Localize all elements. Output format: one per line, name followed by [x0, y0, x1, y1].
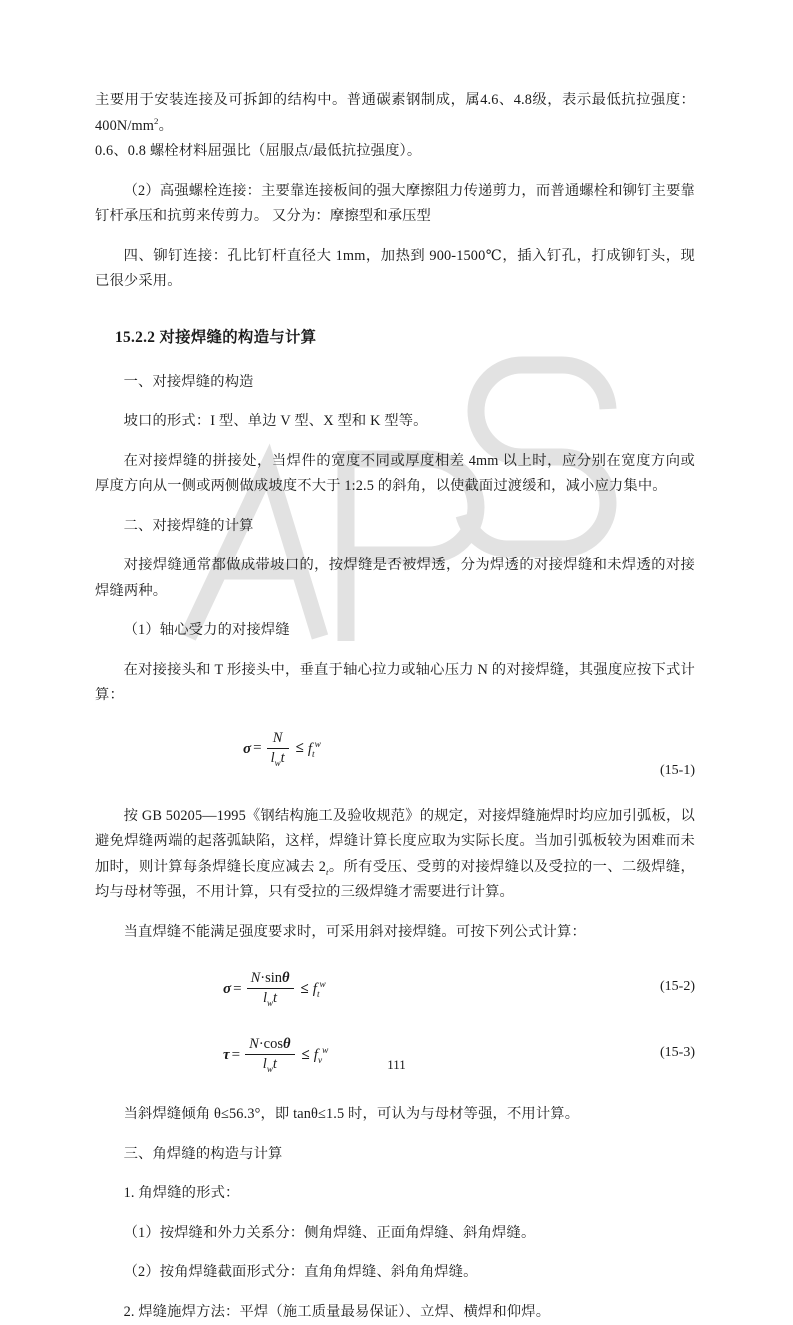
equation-15-2-denominator [247, 989, 294, 1007]
superscript-square: 2 [154, 116, 159, 126]
section-heading-15-2-2: 15.2.2 对接焊缝的构造与计算 [95, 325, 695, 351]
paragraph-axial-strength-intro: 在对接接头和 T 形接头中，垂直于轴心拉力或轴心压力 N 的对接焊缝，其强度应按下式计算： [95, 658, 695, 709]
equation-15-2-fraction [247, 970, 294, 1007]
paragraph-oblique-angle-condition: 当斜焊缝倾角 θ≤56.3°，即 tanθ≤1.5 时，可认为与母材等强，不用计算。 [95, 1102, 695, 1128]
paragraph-bolt-yield-ratio: 0.6、0.8 螺栓材料屈强比（屈服点/最低抗拉强度）。 [95, 143, 421, 159]
paragraph-gb50205-text-b: 。所有受压、受剪的对接焊缝以及受拉的一、二级焊缝，均与母材等强，不用计算，只有受拉的三级焊缝才需要进行计算。 [95, 859, 695, 901]
equation-15-2-num-dot: · [260, 970, 265, 986]
paragraph-splice-slope: 在对接焊缝的拼接处，当焊件的宽度不同或厚度相差 4mm 以上时，应分别在宽度方向或厚度方向从一侧或两侧做成坡度不大于 1:2.5 的斜角，以使截面过渡缓和，减小应力集中。 [95, 449, 695, 500]
equation-15-1-den-sub: w [275, 757, 281, 767]
equation-15-2-rhs-sub: t [317, 990, 320, 1000]
equation-15-2-numerator [247, 970, 294, 989]
paragraph-bolt-intro-text-a: 主要用于安装连接及可拆卸的结构中。普通碳素钢制成，属4.6、4.8级，表示最低抗拉强度：400N/mm [95, 92, 695, 134]
equation-15-1-den-t: t [281, 750, 285, 766]
page-number: 111 [0, 1057, 793, 1073]
paragraph-gb50205-text-a: 按 GB 50205—1995《钢结构施工及验收规范》的规定，对接焊缝施焊时均应加引弧板，以避免焊缝两端的起落弧缺陷，这样，焊缝计算长度应取为实际长度。当加引弧板较为困难而未加时，则计算每条焊缝长度应减去 [95, 808, 695, 875]
equation-15-1-lhs: σ [243, 740, 251, 756]
equation-15-3-num-n: N [249, 1036, 259, 1052]
equation-15-1-rhs-sub: t [312, 749, 315, 759]
equation-15-3-den-sub: w [267, 1064, 273, 1074]
equation-15-2-den-t: t [273, 990, 277, 1006]
equation-15-3-rhs-sup: w [322, 1046, 328, 1056]
equation-15-2-rhs-base: f [313, 981, 317, 997]
paragraph-butt-weld-calc-title: 二、对接焊缝的计算 [95, 514, 695, 540]
inline-term-2t: $2_t$ [319, 859, 329, 875]
equation-15-1-number: (15-1) [660, 763, 695, 779]
paragraph-fillet-weld-forms-title: 1. 角焊缝的形式： [95, 1181, 695, 1207]
equation-15-3-rhs-sub: v [318, 1056, 322, 1066]
paragraph-fillet-by-force: （1）按焊缝和外力关系分：侧角焊缝、正面角焊缝、斜角焊缝。 [95, 1221, 695, 1247]
paragraph-bolt-intro [95, 88, 695, 165]
equation-15-3-relation: ≤ [298, 1047, 314, 1063]
equation-15-3-lhs: τ [223, 1047, 230, 1063]
equation-15-3-den-t: t [273, 1056, 277, 1072]
paragraph-oblique-weld-intro: 当直焊缝不能满足强度要求时，可采用斜对接焊缝。可按下列公式计算： [95, 920, 695, 946]
equation-15-2-den-l: l [263, 990, 267, 1006]
paragraph-bolt-intro-text-b: 。 [159, 118, 173, 134]
equation-15-2-num-fn: sin [265, 970, 282, 986]
equation-15-2-relation: ≤ [297, 981, 313, 997]
equation-15-3-equals: = [230, 1047, 242, 1063]
equation-15-2-den-sub: w [267, 998, 273, 1008]
equation-15-2-body [223, 971, 326, 1008]
paragraph-welding-methods: 2. 焊缝施焊方法：平焊（施工质量最易保证）、立焊、横焊和仰焊。 [95, 1300, 695, 1325]
equation-15-1-relation: ≤ [292, 740, 308, 756]
equation-15-1-rhs-base: f [308, 740, 312, 756]
paragraph-gb50205-standard [95, 804, 695, 906]
equation-15-1-fraction [267, 730, 289, 767]
equation-15-1-denominator [267, 749, 289, 767]
equation-15-1-rhs-sup: w [315, 739, 321, 749]
equation-15-3-num-theta: θ [283, 1036, 291, 1052]
paragraph-fillet-by-section: （2）按角焊缝截面形式分：直角角焊缝、斜角角焊缝。 [95, 1260, 695, 1286]
equation-15-3-rhs-base: f [314, 1047, 318, 1063]
paragraph-rivet-connection: 四、铆钉连接：孔比钉杆直径大 1mm，加热到 900-1500℃，插入钉孔，打成铆钉头，现已很少采用。 [95, 244, 695, 295]
equation-15-1-numerator: N [267, 730, 289, 749]
page-content [95, 88, 695, 1325]
equation-15-2-num-theta: θ [282, 970, 290, 986]
paragraph-penetration-types: 对接焊缝通常都做成带坡口的，按焊缝是否被焊透，分为焊透的对接焊缝和未焊透的对接焊缝两种。 [95, 553, 695, 604]
equation-15-2-number: (15-2) [660, 979, 695, 995]
equation-15-3-number: (15-3) [660, 1045, 695, 1061]
equation-15-3-numerator [245, 1036, 294, 1055]
equation-15-2-equals: = [231, 981, 243, 997]
equation-15-2-row [95, 971, 695, 1017]
paragraph-high-strength-bolt: （2）高强螺栓连接：主要靠连接板间的强大摩擦阻力传递剪力，而普通螺栓和铆钉主要靠钉杆承压和抗剪来传剪力。 又分为：摩擦型和承压型 [95, 179, 695, 230]
equation-15-3-den-l: l [263, 1056, 267, 1072]
equation-15-1-equals: = [251, 740, 263, 756]
paragraph-fillet-weld-title: 三、角焊缝的构造与计算 [95, 1142, 695, 1168]
equation-15-2-rhs-sup: w [320, 980, 326, 990]
equation-15-1-den-l: l [271, 750, 275, 766]
paragraph-groove-forms: 坡口的形式：I 型、单边 V 型、X 型和 K 型等。 [95, 409, 695, 435]
equation-15-1-row [95, 731, 695, 785]
inline-subscript-t: t [326, 866, 329, 876]
equation-15-2-num-n: N [251, 970, 261, 986]
paragraph-butt-weld-structure-title: 一、对接焊缝的构造 [95, 370, 695, 396]
equation-15-1-body [243, 731, 321, 768]
equation-15-3-num-dot: · [259, 1036, 264, 1052]
equation-15-3-num-fn: cos [264, 1036, 283, 1052]
equation-15-2-lhs: σ [223, 981, 231, 997]
paragraph-axial-butt-weld-title: （1）轴心受力的对接焊缝 [95, 618, 695, 644]
